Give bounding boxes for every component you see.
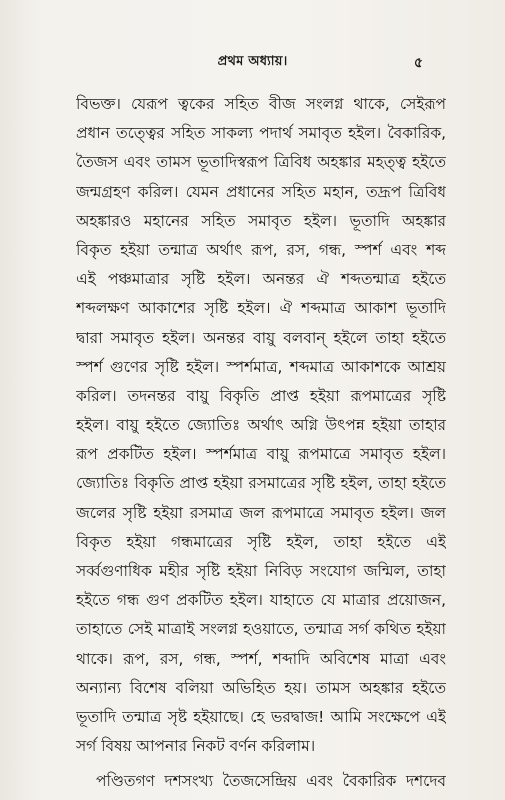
text-line: অন্যান্য বিশেষ বলিয়া অভিহিত হয়। তামস অহঙ্কার হইতে [76, 678, 446, 697]
page-header [0, 52, 505, 76]
text-line: রূপ প্রকটিত হইল। স্পর্শমাত্র বায়ু রূপমাত্রে সমাবৃত হইল। [76, 445, 446, 464]
running-head: প্রথম অধ্যায়। [217, 54, 288, 69]
text-line: তাহাতে সেই মাত্রাই সংলগ্ন হওয়াতে, তন্মাত্র সর্গ কথিত হইয়া [76, 620, 446, 639]
text-line: করিল। তদনন্তর বায়ু বিকৃতি প্রাপ্ত হইয়া রূপমাত্রের সৃষ্টি [76, 386, 446, 405]
paragraph-2 [76, 767, 446, 796]
text-line: বিকৃত হইয়া গন্ধমাত্রের সৃষ্টি হইল, তাহা হইতে এই [76, 532, 446, 551]
text-line: জন্মগ্রহণ করিল। যেমন প্রধানের সহিত মহান, তদ্রূপ ত্রিবিধ [76, 182, 446, 201]
paragraph-1 [76, 90, 446, 761]
text-line: থাকে। রূপ, রস, গন্ধ, স্পর্শ, শব্দাদি অবিশেষ মাত্রা এবং [76, 649, 446, 668]
text-line: তৈজস এবং তামস ভূতাদিস্বরূপ ত্রিবিধ অহঙ্কার মহত্ত্ব হইতে [76, 153, 446, 172]
text-line: স্পর্শ গুণের সৃষ্টি হইল। স্পর্শমাত্র, শব্দমাত্র আকাশকে আশ্রয় [76, 357, 446, 376]
text-line: দ্বারা সমাবৃত হইল। অনন্তর বায়ু বলবান্ হইলে তাহা হইতে [76, 328, 446, 347]
text-line: জ্যোতিঃ বিকৃতি প্রাপ্ত হইয়া রসমাত্রের সৃষ্টি হইল, তাহা হইতে [76, 474, 446, 493]
text-line: এই পঞ্চমাত্রার সৃষ্টি হইল। অনন্তর ঐ শব্দতন্মাত্র হইতে [76, 270, 446, 289]
text-line: অহঙ্কারও মহানের সহিত সমাবৃত হইল। ভূতাদি অহঙ্কার [76, 211, 446, 230]
text-line: হইতে গন্ধ গুণ প্রকটিত হইল। যাহাতে যে মাত্রার প্রয়োজন, [76, 591, 446, 610]
page-number: ৫ [413, 55, 423, 71]
text-line: বিভক্ত। যেরূপ ত্বকের সহিত বীজ সংলগ্ন থাকে, সেইরূপ [76, 95, 446, 113]
text-line: জলের সৃষ্টি হইয়া রসমাত্র জল রূপমাত্রে সমাবৃত হইল। জল [76, 503, 446, 522]
text-line: হইল। বায়ু হইতে জ্যোতিঃ অর্থাৎ অগ্নি উৎপন্ন হইয়া তাহার [76, 416, 446, 435]
text-line: সর্গ বিষয় আপনার নিকট বর্ণন করিলাম। [76, 737, 316, 756]
text-line: সর্ব্বগুণাধিক মহীর সৃষ্টি হইয়া নিবিড় সংযোগ জন্মিল, তাহা [76, 562, 446, 580]
text-line: প্রধান তত্ত্বের সহিত সাকল্য পদার্থ সমাবৃত হইল। বৈকারিক, [76, 124, 446, 143]
text-line: শব্দলক্ষণ আকাশের সৃষ্টি হইল। ঐ শব্দমাত্র আকাশ ভূতাদি [76, 299, 446, 318]
body-text [76, 90, 446, 797]
text-line: ভূতাদি তন্মাত্র সৃষ্ট হইয়াছে। হে ভরদ্বাজ! আমি সংক্ষেপে এই [76, 707, 446, 726]
text-line: পণ্ডিতগণ দশসংখ্য তৈজসেন্দ্রিয় এবং বৈকারিক দশদেব [96, 772, 446, 791]
text-line: বিকৃত হইয়া তন্মাত্র অর্থাৎ রূপ, রস, গন্ধ, স্পর্শ এবং শব্দ [76, 240, 446, 259]
